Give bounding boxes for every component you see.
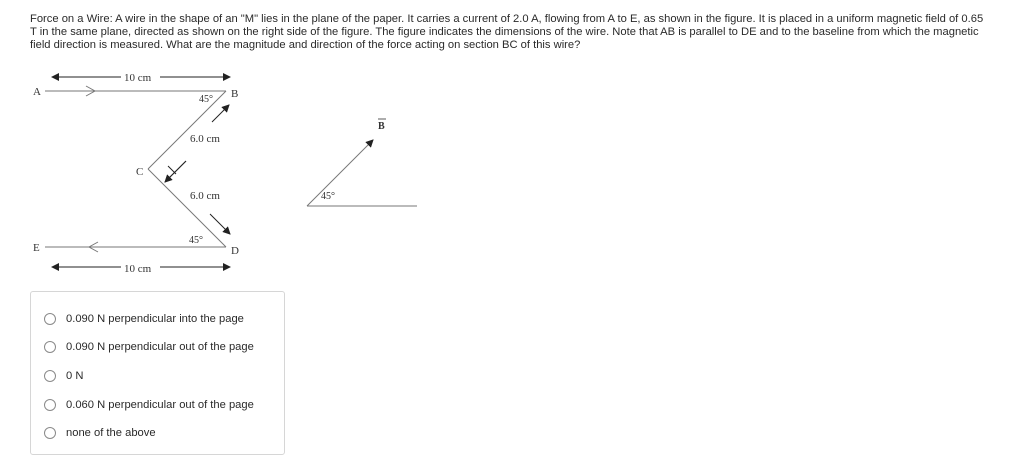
option-2[interactable]	[44, 339, 254, 355]
field-angle-label: 45°	[321, 191, 335, 202]
label-E: E	[33, 242, 40, 254]
option-5-label: none of the above	[66, 427, 156, 439]
label-A: A	[33, 86, 41, 98]
option-4-label: 0.060 N perpendicular out of the page	[66, 399, 254, 411]
label-C: C	[136, 166, 144, 178]
wire-BC	[148, 91, 226, 169]
label-D: D	[231, 245, 239, 257]
option-3-radio[interactable]	[44, 370, 56, 382]
option-3-label: 0 N	[66, 370, 84, 382]
current-arrow-BC	[165, 161, 186, 182]
option-5[interactable]	[44, 425, 156, 441]
option-3[interactable]	[44, 368, 83, 384]
option-2-label: 0.090 N perpendicular out of the page	[66, 341, 254, 353]
field-arrow-CD	[210, 214, 230, 234]
angle-D-label: 45°	[189, 235, 203, 246]
angle-B-label: 45°	[199, 94, 213, 105]
bc-length-label: 6.0 cm	[190, 133, 220, 145]
field-direction-line	[307, 140, 373, 206]
question-text: Force on a Wire: A wire in the shape of an "M" lies in the plane of the paper. It carries a current of 2.0 A, flowing from A to E, as shown in the figure. It is placed in a uniform magnetic field of 0.65 T in the same plane, directed as shown on the right side of the figure. The figure indicates the dimensions of the wire. Note that AB is parallel to DE and to the baseline from which the magnetic field direction is measured. What are the magnitude and direction of the force acting on section BC of this wire?	[30, 13, 984, 51]
field-label: B	[378, 121, 385, 132]
option-1-label: 0.090 N perpendicular into the page	[66, 313, 244, 325]
option-4-radio[interactable]	[44, 399, 56, 411]
answer-options-box	[30, 291, 285, 455]
bottom-dimension-label: 10 cm	[124, 263, 152, 275]
option-5-radio[interactable]	[44, 427, 56, 439]
label-B: B	[231, 88, 239, 100]
current-arrow-CD	[168, 166, 176, 174]
field-arrow-BC	[212, 105, 229, 122]
option-4[interactable]	[44, 397, 254, 413]
cd-length-label: 6.0 cm	[190, 190, 220, 202]
wire-CD	[148, 169, 226, 247]
option-1-radio[interactable]	[44, 313, 56, 325]
option-1[interactable]	[44, 311, 244, 327]
top-dimension-label: 10 cm	[124, 72, 152, 84]
option-2-radio[interactable]	[44, 341, 56, 353]
